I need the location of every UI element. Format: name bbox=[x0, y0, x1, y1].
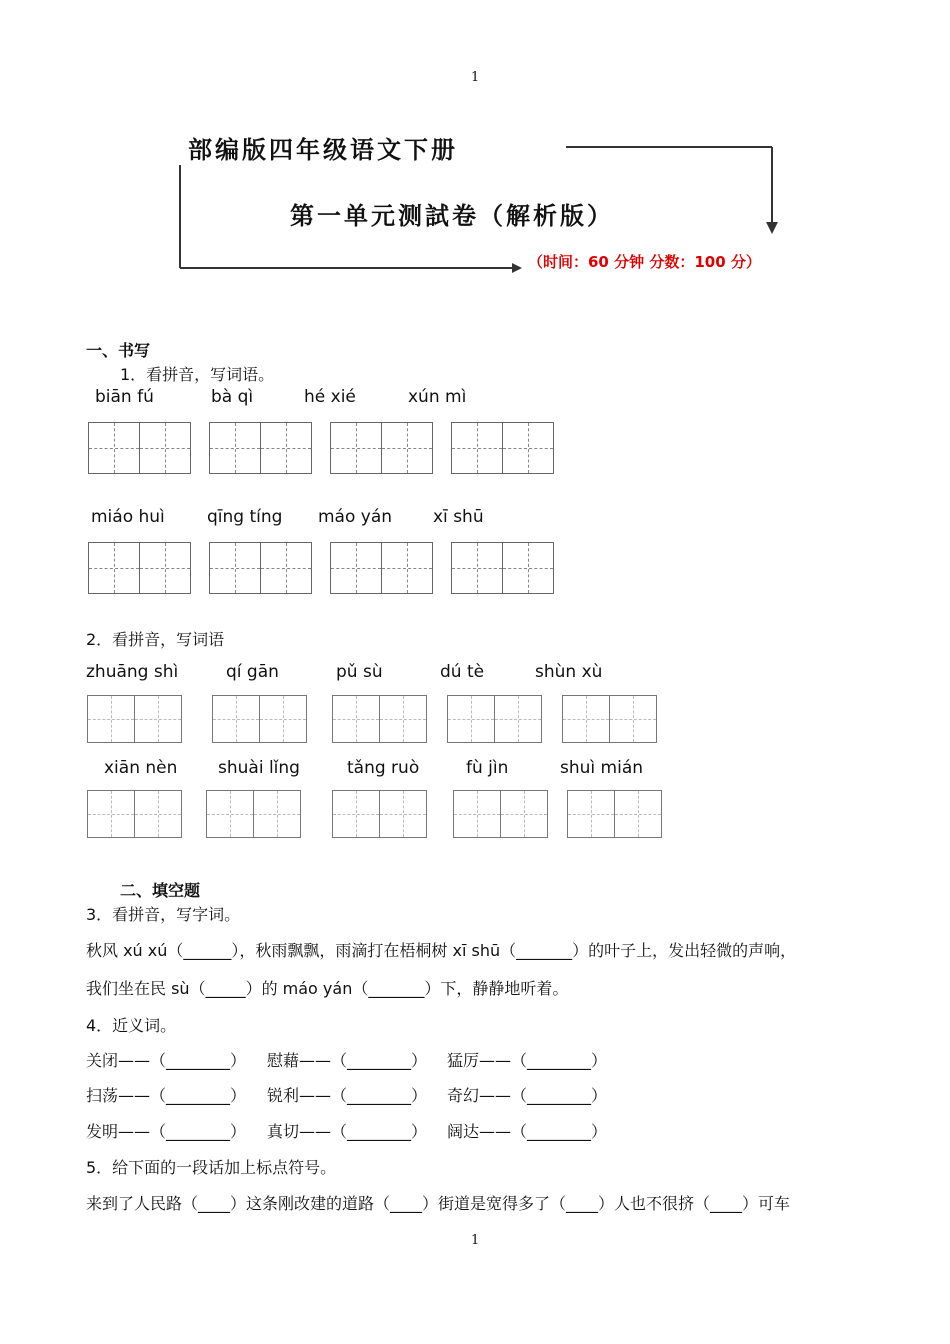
pinyin-label: fù jìn bbox=[466, 758, 509, 778]
writing-grid[interactable] bbox=[206, 790, 300, 838]
question-5-line-1: 来到了人民路（____）这条刚改建的道路（____）街道是宽得多了（____）人也不很挤（____）可车 bbox=[86, 1194, 791, 1213]
pinyin-label: shuài lǐng bbox=[218, 758, 300, 778]
page-number-top: 1 bbox=[471, 70, 480, 85]
question-2-prompt: 2．看拼音，写词语 bbox=[86, 630, 225, 649]
synonym-item: 奇幻——（________） bbox=[447, 1086, 608, 1105]
writing-grid[interactable] bbox=[562, 695, 656, 743]
writing-grid[interactable] bbox=[88, 422, 189, 474]
synonym-item: 扫荡——（________） bbox=[86, 1086, 247, 1105]
title-line-1: 部编版四年级语文下册 bbox=[188, 136, 458, 164]
question-4-prompt: 4．近义词。 bbox=[86, 1016, 177, 1035]
synonym-item: 锐利——（________） bbox=[267, 1086, 428, 1105]
header-frame bbox=[0, 0, 950, 300]
pinyin-label: zhuāng shì bbox=[86, 662, 179, 682]
section-heading-writing: 一、书写 bbox=[86, 341, 151, 360]
pinyin-label: máo yán bbox=[318, 507, 393, 527]
pinyin-label: qīng tíng bbox=[207, 507, 283, 527]
page-number-bottom: 1 bbox=[471, 1233, 480, 1248]
writing-grid[interactable] bbox=[330, 422, 431, 474]
writing-grid[interactable] bbox=[212, 695, 306, 743]
pinyin-label: xī shū bbox=[433, 507, 484, 527]
pinyin-label: tǎng ruò bbox=[347, 758, 420, 778]
pinyin-label: xiān nèn bbox=[104, 758, 178, 778]
synonym-item: 慰藉——（________） bbox=[267, 1051, 428, 1070]
pinyin-label: shuì mián bbox=[560, 758, 644, 778]
question-1-prompt: 1．看拼音，写词语。 bbox=[120, 365, 275, 384]
writing-grid[interactable] bbox=[209, 542, 310, 594]
writing-grid[interactable] bbox=[451, 542, 552, 594]
synonym-item: 关闭——（________） bbox=[86, 1051, 247, 1070]
pinyin-label: miáo huì bbox=[91, 507, 165, 527]
pinyin-label: pǔ sù bbox=[336, 662, 383, 682]
writing-grid[interactable] bbox=[87, 790, 181, 838]
question-3-prompt: 3．看拼音，写字词。 bbox=[86, 905, 241, 924]
synonym-item: 阔达——（________） bbox=[447, 1122, 608, 1141]
synonym-item: 真切——（________） bbox=[267, 1122, 428, 1141]
synonym-item: 猛厉——（________） bbox=[447, 1051, 608, 1070]
pinyin-label: bà qì bbox=[211, 387, 254, 407]
pinyin-label: biān fú bbox=[95, 387, 154, 407]
writing-grid[interactable] bbox=[332, 695, 426, 743]
writing-grid[interactable] bbox=[453, 790, 547, 838]
pinyin-label: dú tè bbox=[440, 662, 485, 682]
writing-grid[interactable] bbox=[567, 790, 661, 838]
writing-grid[interactable] bbox=[88, 542, 189, 594]
time-score: （时间：60 分钟 分数：100 分） bbox=[528, 253, 761, 271]
section-heading-fill: 二、填空题 bbox=[120, 881, 201, 900]
title-line-2: 第一单元测試卷（解析版） bbox=[290, 202, 614, 230]
synonym-item: 发明——（________） bbox=[86, 1122, 247, 1141]
question-3-line-2: 我们坐在民 sù（_____）的 máo yán（_______）下，静静地听着。 bbox=[86, 979, 569, 998]
writing-grid[interactable] bbox=[87, 695, 181, 743]
writing-grid[interactable] bbox=[332, 790, 426, 838]
pinyin-label: shùn xù bbox=[535, 662, 603, 682]
pinyin-label: xún mì bbox=[408, 387, 467, 407]
pinyin-label: qí gān bbox=[226, 662, 279, 682]
question-5-prompt: 5．给下面的一段话加上标点符号。 bbox=[86, 1158, 337, 1177]
writing-grid[interactable] bbox=[209, 422, 310, 474]
writing-grid[interactable] bbox=[451, 422, 552, 474]
question-3-line-1: 秋风 xú xú（______），秋雨飘飘，雨滴打在梧桐树 xī shū（_______）的叶子上，发出轻微的声响， bbox=[86, 941, 797, 960]
pinyin-label: hé xié bbox=[304, 387, 356, 407]
writing-grid[interactable] bbox=[447, 695, 541, 743]
writing-grid[interactable] bbox=[330, 542, 431, 594]
